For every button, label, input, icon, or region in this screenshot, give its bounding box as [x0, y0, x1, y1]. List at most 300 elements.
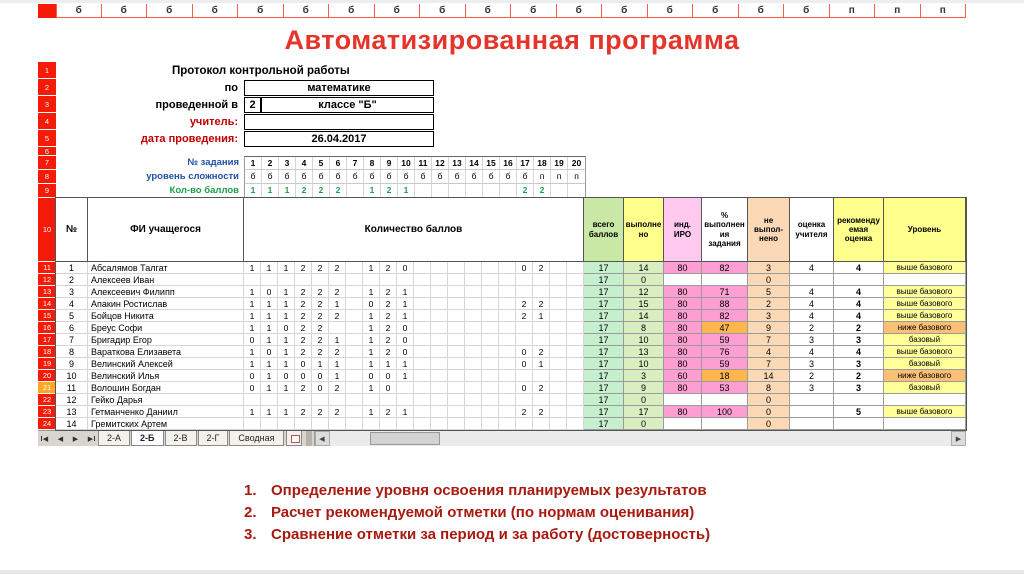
score-cell[interactable] [499, 418, 516, 430]
score-cell[interactable] [431, 406, 448, 418]
score-cell[interactable]: 1 [278, 298, 295, 310]
score-cell[interactable] [550, 262, 567, 274]
score-cell[interactable]: 2 [329, 346, 346, 358]
scroll-left-arrow[interactable]: ◀ [315, 431, 330, 446]
percent-cell[interactable]: 71 [702, 286, 748, 298]
task-number-cell[interactable]: 1 [245, 157, 262, 169]
total-points-cell[interactable]: 17 [584, 382, 624, 394]
score-cell[interactable]: 1 [278, 406, 295, 418]
student-name-cell[interactable]: Бреус Софи [88, 322, 244, 334]
score-cell[interactable]: 1 [244, 262, 261, 274]
recommended-grade-cell[interactable]: 2 [834, 370, 884, 382]
row-number[interactable]: 1 [38, 62, 56, 79]
score-cell[interactable]: 1 [261, 334, 278, 346]
task-number-cell[interactable]: 18 [534, 157, 551, 169]
recommended-grade-cell[interactable]: 4 [834, 346, 884, 358]
score-cell[interactable] [414, 262, 431, 274]
teacher-grade-cell[interactable] [790, 406, 834, 418]
task-number-cell[interactable]: 16 [500, 157, 517, 169]
level-cell[interactable]: базовый [884, 382, 966, 394]
recommended-grade-cell[interactable]: 4 [834, 286, 884, 298]
row-number[interactable]: 13 [38, 286, 56, 298]
score-cell[interactable]: 1 [397, 298, 414, 310]
iro-cell[interactable]: 80 [664, 262, 702, 274]
teacher-grade-cell[interactable]: 2 [790, 370, 834, 382]
score-cell[interactable] [346, 394, 363, 406]
iro-cell[interactable] [664, 274, 702, 286]
max-points-cell[interactable] [415, 184, 432, 197]
score-cell[interactable] [448, 298, 465, 310]
score-cell[interactable]: 1 [363, 358, 380, 370]
score-cell[interactable] [516, 370, 533, 382]
iro-cell[interactable]: 80 [664, 334, 702, 346]
score-cell[interactable]: 1 [380, 358, 397, 370]
total-points-cell[interactable]: 17 [584, 286, 624, 298]
score-cell[interactable]: 1 [329, 298, 346, 310]
total-points-cell[interactable]: 17 [584, 274, 624, 286]
score-cell[interactable] [516, 286, 533, 298]
score-cell[interactable] [363, 274, 380, 286]
score-cell[interactable] [295, 394, 312, 406]
row-number[interactable]: 21 [38, 382, 56, 394]
score-cell[interactable] [465, 382, 482, 394]
score-cell[interactable]: 2 [312, 346, 329, 358]
score-cell[interactable] [261, 418, 278, 430]
score-cell[interactable] [465, 310, 482, 322]
score-cell[interactable]: 1 [363, 334, 380, 346]
score-cell[interactable]: 1 [278, 286, 295, 298]
score-cell[interactable] [516, 418, 533, 430]
score-cell[interactable] [567, 370, 584, 382]
score-cell[interactable] [499, 346, 516, 358]
grade-number-cell[interactable]: 2 [244, 97, 261, 113]
student-index-cell[interactable]: 1 [56, 262, 88, 274]
score-cell[interactable] [380, 418, 397, 430]
max-points-cell[interactable]: 1 [398, 184, 415, 197]
student-name-cell[interactable]: Гремитских Артем [88, 418, 244, 430]
done-cell[interactable]: 9 [624, 382, 664, 394]
score-cell[interactable] [448, 310, 465, 322]
score-cell[interactable] [550, 358, 567, 370]
teacher-grade-cell[interactable]: 4 [790, 262, 834, 274]
score-cell[interactable] [448, 286, 465, 298]
iro-cell[interactable]: 60 [664, 370, 702, 382]
score-cell[interactable] [465, 286, 482, 298]
score-cell[interactable]: 1 [397, 406, 414, 418]
score-cell[interactable] [261, 274, 278, 286]
score-cell[interactable] [329, 322, 346, 334]
student-index-cell[interactable]: 8 [56, 346, 88, 358]
score-cell[interactable] [448, 262, 465, 274]
score-cell[interactable]: 1 [244, 286, 261, 298]
done-cell[interactable]: 0 [624, 274, 664, 286]
score-cell[interactable]: 1 [278, 262, 295, 274]
score-cell[interactable]: 2 [329, 406, 346, 418]
score-cell[interactable] [380, 274, 397, 286]
total-points-cell[interactable]: 17 [584, 394, 624, 406]
score-cell[interactable] [499, 406, 516, 418]
score-cell[interactable] [312, 418, 329, 430]
score-cell[interactable]: 1 [261, 382, 278, 394]
level-cell[interactable]: выше базового [884, 346, 966, 358]
row-number[interactable]: 17 [38, 334, 56, 346]
difficulty-cell[interactable]: б [262, 170, 279, 183]
row-number[interactable]: 22 [38, 394, 56, 406]
score-cell[interactable] [465, 418, 482, 430]
student-index-cell[interactable]: 4 [56, 298, 88, 310]
iro-cell[interactable]: 80 [664, 322, 702, 334]
score-cell[interactable] [414, 310, 431, 322]
notdone-cell[interactable]: 0 [748, 394, 790, 406]
score-cell[interactable] [533, 370, 550, 382]
difficulty-cell[interactable]: б [330, 170, 347, 183]
percent-cell[interactable]: 82 [702, 262, 748, 274]
level-cell[interactable]: ниже базового [884, 370, 966, 382]
score-cell[interactable]: 2 [380, 346, 397, 358]
score-cell[interactable] [567, 406, 584, 418]
score-cell[interactable] [499, 262, 516, 274]
score-cell[interactable] [567, 382, 584, 394]
level-cell[interactable]: выше базового [884, 406, 966, 418]
score-cell[interactable]: 0 [312, 382, 329, 394]
difficulty-cell[interactable]: п [534, 170, 551, 183]
score-cell[interactable] [550, 382, 567, 394]
sheet-tab-2-В[interactable]: 2-В [165, 431, 197, 446]
difficulty-cell[interactable]: б [313, 170, 330, 183]
score-cell[interactable]: 2 [516, 406, 533, 418]
score-cell[interactable] [499, 310, 516, 322]
percent-cell[interactable] [702, 418, 748, 430]
score-cell[interactable] [244, 274, 261, 286]
notdone-cell[interactable]: 14 [748, 370, 790, 382]
difficulty-cell[interactable]: б [432, 170, 449, 183]
score-cell[interactable] [448, 334, 465, 346]
done-cell[interactable]: 10 [624, 358, 664, 370]
last-sheet-button[interactable]: ▶ [83, 431, 98, 446]
prev-sheet-button[interactable]: ◀ [57, 435, 64, 443]
max-points-cell[interactable]: 1 [262, 184, 279, 197]
score-cell[interactable] [295, 274, 312, 286]
score-cell[interactable]: 2 [380, 262, 397, 274]
iro-cell[interactable]: 80 [664, 286, 702, 298]
done-cell[interactable]: 12 [624, 286, 664, 298]
row-number[interactable]: 15 [38, 310, 56, 322]
score-cell[interactable] [516, 274, 533, 286]
difficulty-cell[interactable]: б [517, 170, 534, 183]
notdone-cell[interactable]: 2 [748, 298, 790, 310]
score-cell[interactable] [499, 334, 516, 346]
iro-cell[interactable]: 80 [664, 406, 702, 418]
score-cell[interactable] [482, 394, 499, 406]
difficulty-cell[interactable]: б [364, 170, 381, 183]
score-cell[interactable]: 1 [533, 358, 550, 370]
score-cell[interactable]: 0 [244, 382, 261, 394]
score-cell[interactable] [465, 334, 482, 346]
score-cell[interactable] [448, 394, 465, 406]
student-name-cell[interactable]: Велинский Алексей [88, 358, 244, 370]
row-number[interactable]: 16 [38, 322, 56, 334]
row-number[interactable]: 4 [38, 113, 56, 130]
score-cell[interactable]: 2 [380, 310, 397, 322]
done-cell[interactable]: 14 [624, 310, 664, 322]
student-name-cell[interactable]: Абсалямов Талгат [88, 262, 244, 274]
insert-sheet-icon[interactable] [286, 431, 302, 446]
task-number-cell[interactable]: 9 [381, 157, 398, 169]
score-cell[interactable] [448, 346, 465, 358]
score-cell[interactable] [346, 406, 363, 418]
score-cell[interactable] [363, 394, 380, 406]
iro-cell[interactable]: 80 [664, 358, 702, 370]
recommended-grade-cell[interactable] [834, 418, 884, 430]
score-cell[interactable]: 0 [244, 370, 261, 382]
score-cell[interactable]: 0 [278, 370, 295, 382]
score-cell[interactable]: 1 [278, 382, 295, 394]
score-cell[interactable] [465, 394, 482, 406]
score-cell[interactable]: 2 [329, 262, 346, 274]
score-cell[interactable] [567, 334, 584, 346]
max-points-cell[interactable]: 1 [279, 184, 296, 197]
subject-cell[interactable]: математике [244, 80, 434, 96]
score-cell[interactable] [448, 358, 465, 370]
max-points-cell[interactable] [347, 184, 364, 197]
score-cell[interactable]: 2 [533, 382, 550, 394]
score-cell[interactable]: 0 [380, 382, 397, 394]
score-cell[interactable] [278, 394, 295, 406]
score-cell[interactable] [465, 298, 482, 310]
score-cell[interactable] [499, 382, 516, 394]
score-cell[interactable]: 1 [244, 358, 261, 370]
recommended-grade-cell[interactable]: 4 [834, 298, 884, 310]
score-cell[interactable]: 1 [261, 310, 278, 322]
score-cell[interactable]: 2 [516, 298, 533, 310]
task-number-cell[interactable]: 6 [330, 157, 347, 169]
score-cell[interactable] [397, 394, 414, 406]
score-cell[interactable]: 1 [278, 358, 295, 370]
score-cell[interactable] [448, 274, 465, 286]
score-cell[interactable]: 1 [329, 334, 346, 346]
score-cell[interactable]: 1 [278, 346, 295, 358]
total-points-cell[interactable]: 17 [584, 310, 624, 322]
teacher-value-cell[interactable] [244, 114, 434, 130]
teacher-grade-cell[interactable]: 4 [790, 346, 834, 358]
max-points-cell[interactable] [500, 184, 517, 197]
score-cell[interactable]: 1 [261, 262, 278, 274]
score-cell[interactable] [499, 358, 516, 370]
row-number[interactable]: 24 [38, 418, 56, 430]
max-points-cell[interactable] [432, 184, 449, 197]
done-cell[interactable]: 14 [624, 262, 664, 274]
score-cell[interactable] [465, 406, 482, 418]
difficulty-cell[interactable]: б [381, 170, 398, 183]
difficulty-cell[interactable]: б [296, 170, 313, 183]
score-cell[interactable]: 2 [295, 406, 312, 418]
score-cell[interactable] [482, 418, 499, 430]
task-number-cell[interactable]: 7 [347, 157, 364, 169]
student-index-cell[interactable]: 5 [56, 310, 88, 322]
task-number-cell[interactable]: 14 [466, 157, 483, 169]
max-points-cell[interactable] [483, 184, 500, 197]
done-cell[interactable]: 3 [624, 370, 664, 382]
score-cell[interactable] [550, 298, 567, 310]
score-cell[interactable] [346, 322, 363, 334]
score-cell[interactable]: 2 [533, 346, 550, 358]
percent-cell[interactable]: 82 [702, 310, 748, 322]
difficulty-cell[interactable]: б [500, 170, 517, 183]
row-number[interactable]: 23 [38, 406, 56, 418]
teacher-grade-cell[interactable]: 4 [790, 286, 834, 298]
score-cell[interactable] [567, 346, 584, 358]
done-cell[interactable]: 0 [624, 418, 664, 430]
score-cell[interactable]: 1 [244, 322, 261, 334]
recommended-grade-cell[interactable]: 3 [834, 358, 884, 370]
score-cell[interactable] [482, 286, 499, 298]
score-cell[interactable]: 1 [261, 406, 278, 418]
difficulty-cell[interactable]: б [483, 170, 500, 183]
score-cell[interactable]: 1 [278, 310, 295, 322]
score-cell[interactable] [482, 322, 499, 334]
score-cell[interactable] [482, 346, 499, 358]
score-cell[interactable]: 1 [244, 406, 261, 418]
notdone-cell[interactable]: 8 [748, 382, 790, 394]
score-cell[interactable] [533, 394, 550, 406]
score-cell[interactable]: 0 [363, 370, 380, 382]
score-cell[interactable] [312, 274, 329, 286]
score-cell[interactable] [431, 370, 448, 382]
total-points-cell[interactable]: 17 [584, 334, 624, 346]
score-cell[interactable]: 1 [329, 370, 346, 382]
score-cell[interactable]: 1 [363, 310, 380, 322]
task-number-cell[interactable]: 19 [551, 157, 568, 169]
score-cell[interactable] [346, 370, 363, 382]
score-cell[interactable] [550, 322, 567, 334]
sheet-tab-2-Б[interactable]: 2-Б [131, 431, 163, 446]
student-name-cell[interactable]: Гейко Дарья [88, 394, 244, 406]
sheet-tab-2-Г[interactable]: 2-Г [198, 431, 229, 446]
score-cell[interactable]: 2 [380, 298, 397, 310]
level-cell[interactable] [884, 394, 966, 406]
percent-cell[interactable]: 47 [702, 322, 748, 334]
recommended-grade-cell[interactable]: 2 [834, 322, 884, 334]
score-cell[interactable] [431, 310, 448, 322]
score-cell[interactable]: 2 [295, 298, 312, 310]
row-number[interactable]: 10 [38, 198, 56, 262]
score-cell[interactable] [533, 418, 550, 430]
score-cell[interactable] [482, 262, 499, 274]
score-cell[interactable]: 2 [295, 322, 312, 334]
score-cell[interactable] [431, 322, 448, 334]
student-name-cell[interactable]: Велинский Илья [88, 370, 244, 382]
max-points-cell[interactable] [551, 184, 568, 197]
score-cell[interactable] [414, 322, 431, 334]
total-points-cell[interactable]: 17 [584, 358, 624, 370]
score-cell[interactable] [567, 418, 584, 430]
max-points-cell[interactable]: 2 [381, 184, 398, 197]
recommended-grade-cell[interactable]: 3 [834, 334, 884, 346]
score-cell[interactable] [567, 262, 584, 274]
score-cell[interactable]: 0 [397, 346, 414, 358]
score-cell[interactable] [346, 262, 363, 274]
score-cell[interactable]: 1 [363, 346, 380, 358]
score-cell[interactable]: 1 [533, 310, 550, 322]
task-number-cell[interactable]: 2 [262, 157, 279, 169]
score-cell[interactable]: 1 [261, 358, 278, 370]
notdone-cell[interactable]: 3 [748, 262, 790, 274]
score-cell[interactable] [431, 418, 448, 430]
score-cell[interactable] [533, 322, 550, 334]
iro-cell[interactable] [664, 418, 702, 430]
score-cell[interactable] [465, 262, 482, 274]
score-cell[interactable]: 2 [329, 382, 346, 394]
row-number[interactable]: 14 [38, 298, 56, 310]
score-cell[interactable] [482, 274, 499, 286]
score-cell[interactable] [448, 406, 465, 418]
notdone-cell[interactable]: 7 [748, 334, 790, 346]
row-number[interactable]: 3 [38, 96, 56, 113]
done-cell[interactable]: 8 [624, 322, 664, 334]
score-cell[interactable] [448, 322, 465, 334]
score-cell[interactable] [244, 394, 261, 406]
score-cell[interactable] [499, 274, 516, 286]
iro-cell[interactable]: 80 [664, 346, 702, 358]
score-cell[interactable] [465, 370, 482, 382]
grade-class-cell[interactable]: классе "Б" [261, 97, 434, 113]
score-cell[interactable] [431, 334, 448, 346]
max-points-cell[interactable]: 1 [245, 184, 262, 197]
level-cell[interactable] [884, 418, 966, 430]
percent-cell[interactable]: 100 [702, 406, 748, 418]
score-cell[interactable]: 1 [397, 310, 414, 322]
task-number-cell[interactable]: 5 [313, 157, 330, 169]
score-cell[interactable] [516, 394, 533, 406]
percent-cell[interactable]: 59 [702, 334, 748, 346]
level-cell[interactable]: ниже базового [884, 322, 966, 334]
score-cell[interactable] [567, 274, 584, 286]
level-cell[interactable]: выше базового [884, 262, 966, 274]
score-cell[interactable]: 0 [516, 382, 533, 394]
score-cell[interactable]: 2 [380, 286, 397, 298]
score-cell[interactable] [567, 394, 584, 406]
score-cell[interactable] [550, 370, 567, 382]
row-number[interactable]: 2 [38, 79, 56, 96]
score-cell[interactable] [448, 382, 465, 394]
score-cell[interactable] [516, 334, 533, 346]
difficulty-cell[interactable]: п [574, 171, 579, 181]
score-cell[interactable]: 1 [244, 346, 261, 358]
score-cell[interactable] [567, 286, 584, 298]
score-cell[interactable]: 0 [363, 298, 380, 310]
score-cell[interactable]: 1 [363, 286, 380, 298]
student-name-cell[interactable]: Алексеев Иван [88, 274, 244, 286]
score-cell[interactable]: 0 [516, 262, 533, 274]
score-cell[interactable]: 2 [312, 334, 329, 346]
score-cell[interactable] [482, 382, 499, 394]
score-cell[interactable] [499, 298, 516, 310]
score-cell[interactable]: 2 [295, 382, 312, 394]
sheet-tab-2-А[interactable]: 2-А [98, 431, 130, 446]
percent-cell[interactable] [702, 274, 748, 286]
score-cell[interactable] [414, 346, 431, 358]
row-number[interactable]: 18 [38, 346, 56, 358]
difficulty-cell[interactable]: б [245, 170, 262, 183]
level-cell[interactable]: выше базового [884, 286, 966, 298]
total-points-cell[interactable]: 17 [584, 346, 624, 358]
score-cell[interactable]: 2 [312, 286, 329, 298]
score-cell[interactable]: 2 [295, 346, 312, 358]
score-cell[interactable]: 1 [363, 382, 380, 394]
score-cell[interactable]: 2 [380, 334, 397, 346]
notdone-cell[interactable]: 7 [748, 358, 790, 370]
score-cell[interactable] [550, 334, 567, 346]
